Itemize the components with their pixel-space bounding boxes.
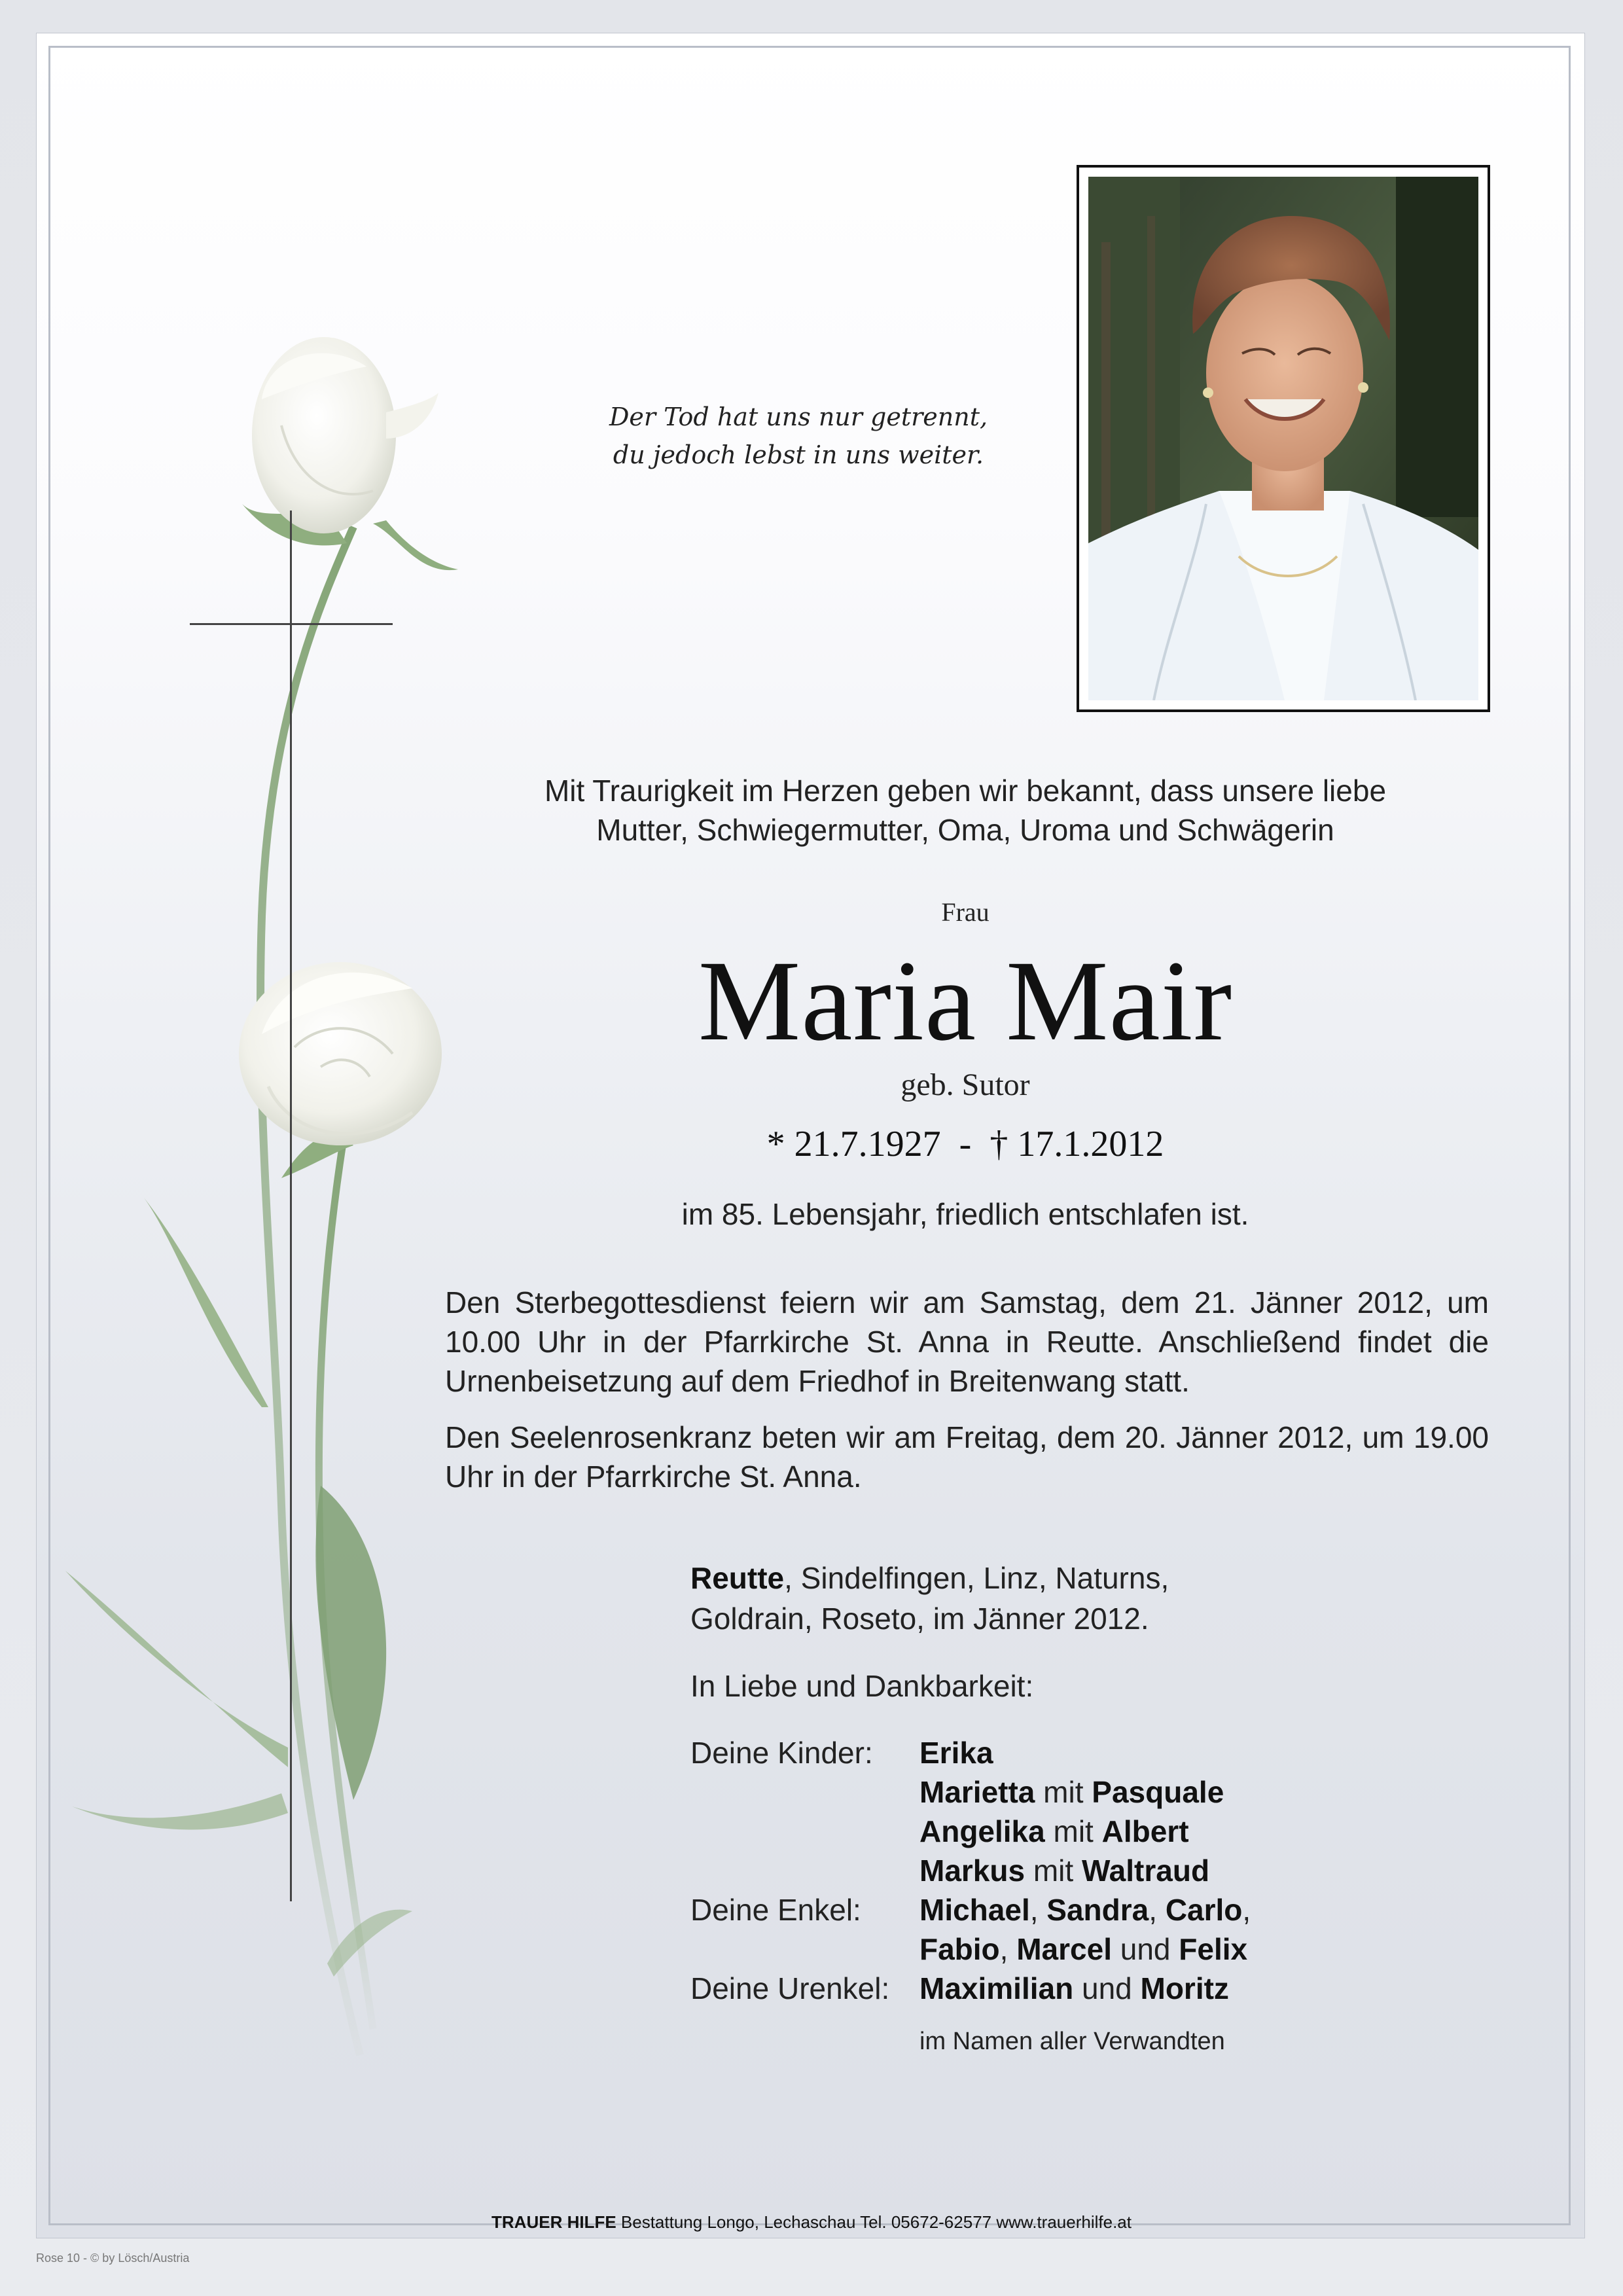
funeral-service-paragraph: Den Sterbegottesdienst feiern wir am Samstag, dem 21. Jänner 2012, um 10.00 Uhr in der Pfarrkirche St. Anna in Reutte. Anschließend findet die Urnenbeisetzung auf dem Friedhof in Breitenwang statt. [445, 1285, 1489, 1398]
grandchild-name: Fabio [919, 1932, 1000, 1966]
funeral-home-footer [0, 2212, 1623, 2233]
grandchild-name: Carlo [1165, 1893, 1243, 1927]
grandchild-name: Felix [1179, 1932, 1248, 1966]
grandchildren-label: Deine Enkel: [690, 1893, 861, 1927]
separator: , [1029, 1893, 1047, 1927]
age-statement: im 85. Lebensjahr, friedlich entschlafen ist. [681, 1197, 1249, 1231]
list-item [690, 1851, 1541, 1890]
intro-line-1: Mit Traurigkeit im Herzen geben wir bekannt, dass unsere liebe [544, 774, 1387, 808]
child-name: Marietta [919, 1775, 1035, 1809]
child-name: Markus [919, 1854, 1026, 1888]
family-list [690, 1733, 1541, 2008]
connector-text: mit [1035, 1775, 1092, 1809]
connector-text: und [1073, 1971, 1141, 2005]
upper-rose-bud [252, 337, 438, 533]
list-item [690, 1890, 1541, 1929]
white-roses-illustration [46, 327, 491, 2068]
separator: , [999, 1932, 1017, 1966]
connector-text: mit [1025, 1854, 1082, 1888]
children-label: Deine Kinder: [690, 1736, 873, 1770]
spouse-name: Albert [1101, 1814, 1189, 1848]
rosary-paragraph: Den Seelenrosenkranz beten wir am Freitag, dem 20. Jänner 2012, um 19.00 Uhr in der Pfarrkirche St. Anna. [445, 1420, 1489, 1494]
connector-text: mit [1044, 1814, 1102, 1848]
list-item [690, 1969, 1541, 2008]
great-grandchild-name: Moritz [1140, 1971, 1229, 2005]
maiden-name: geb. Sutor [901, 1067, 1030, 1102]
list-item [690, 1733, 1541, 1772]
spouse-name: Pasquale [1092, 1775, 1224, 1809]
design-credit: Rose 10 - © by Lösch/Austria [36, 2251, 190, 2265]
portrait-photo [1088, 177, 1478, 700]
signoff-relatives: im Namen aller Verwandten [919, 2028, 1225, 2055]
love-gratitude-line: In Liebe und Dankbarkeit: [690, 1669, 1034, 1703]
place-rest: , Sindelfingen, Linz, Naturns, [784, 1561, 1169, 1595]
separator: , [1149, 1893, 1166, 1927]
announcement-intro [497, 771, 1433, 850]
child-name: Angelika [919, 1814, 1045, 1848]
list-item [690, 1812, 1541, 1851]
life-dates: * 21.7.1927 - † 17.1.2012 [766, 1124, 1164, 1164]
footer-contact: Bestattung Longo, Lechaschau Tel. 05672-62577 www.trauerhilfe.at [616, 2212, 1132, 2232]
intro-line-2: Mutter, Schwiegermutter, Oma, Uroma und Schwägerin [596, 813, 1334, 847]
footer-brand: TRAUER HILFE [491, 2212, 616, 2232]
cross-vertical-line [290, 511, 292, 1901]
quote-line-2: du jedoch lebst in uns weiter. [613, 440, 984, 469]
separator: , [1242, 1893, 1251, 1927]
memorial-quote [537, 398, 1060, 474]
deceased-name: Maria Mair [698, 937, 1233, 1065]
portrait-image [1088, 177, 1478, 700]
quote-line-1: Der Tod hat uns nur getrennt, [609, 403, 988, 431]
grandchild-name: Sandra [1046, 1893, 1149, 1927]
place-line-2: Goldrain, Roseto, im Jänner 2012. [690, 1602, 1149, 1636]
grandchild-name: Michael [919, 1893, 1030, 1927]
list-item [690, 1929, 1541, 1969]
connector-text: und [1111, 1932, 1179, 1966]
child-name: Erika [919, 1736, 993, 1770]
great-grandchild-name: Maximilian [919, 1971, 1074, 2005]
salutation: Frau [941, 897, 990, 927]
spouse-name: Waltraud [1081, 1854, 1210, 1888]
grandchild-name: Marcel [1016, 1932, 1112, 1966]
portrait-frame [1077, 165, 1490, 712]
cross-horizontal-line [190, 623, 393, 625]
lower-rose-bloom [239, 962, 442, 1145]
place-bold: Reutte [690, 1561, 785, 1595]
place-and-date [690, 1558, 1476, 1639]
list-item [690, 1772, 1541, 1812]
great-grandchildren-label: Deine Urenkel: [690, 1971, 890, 2005]
